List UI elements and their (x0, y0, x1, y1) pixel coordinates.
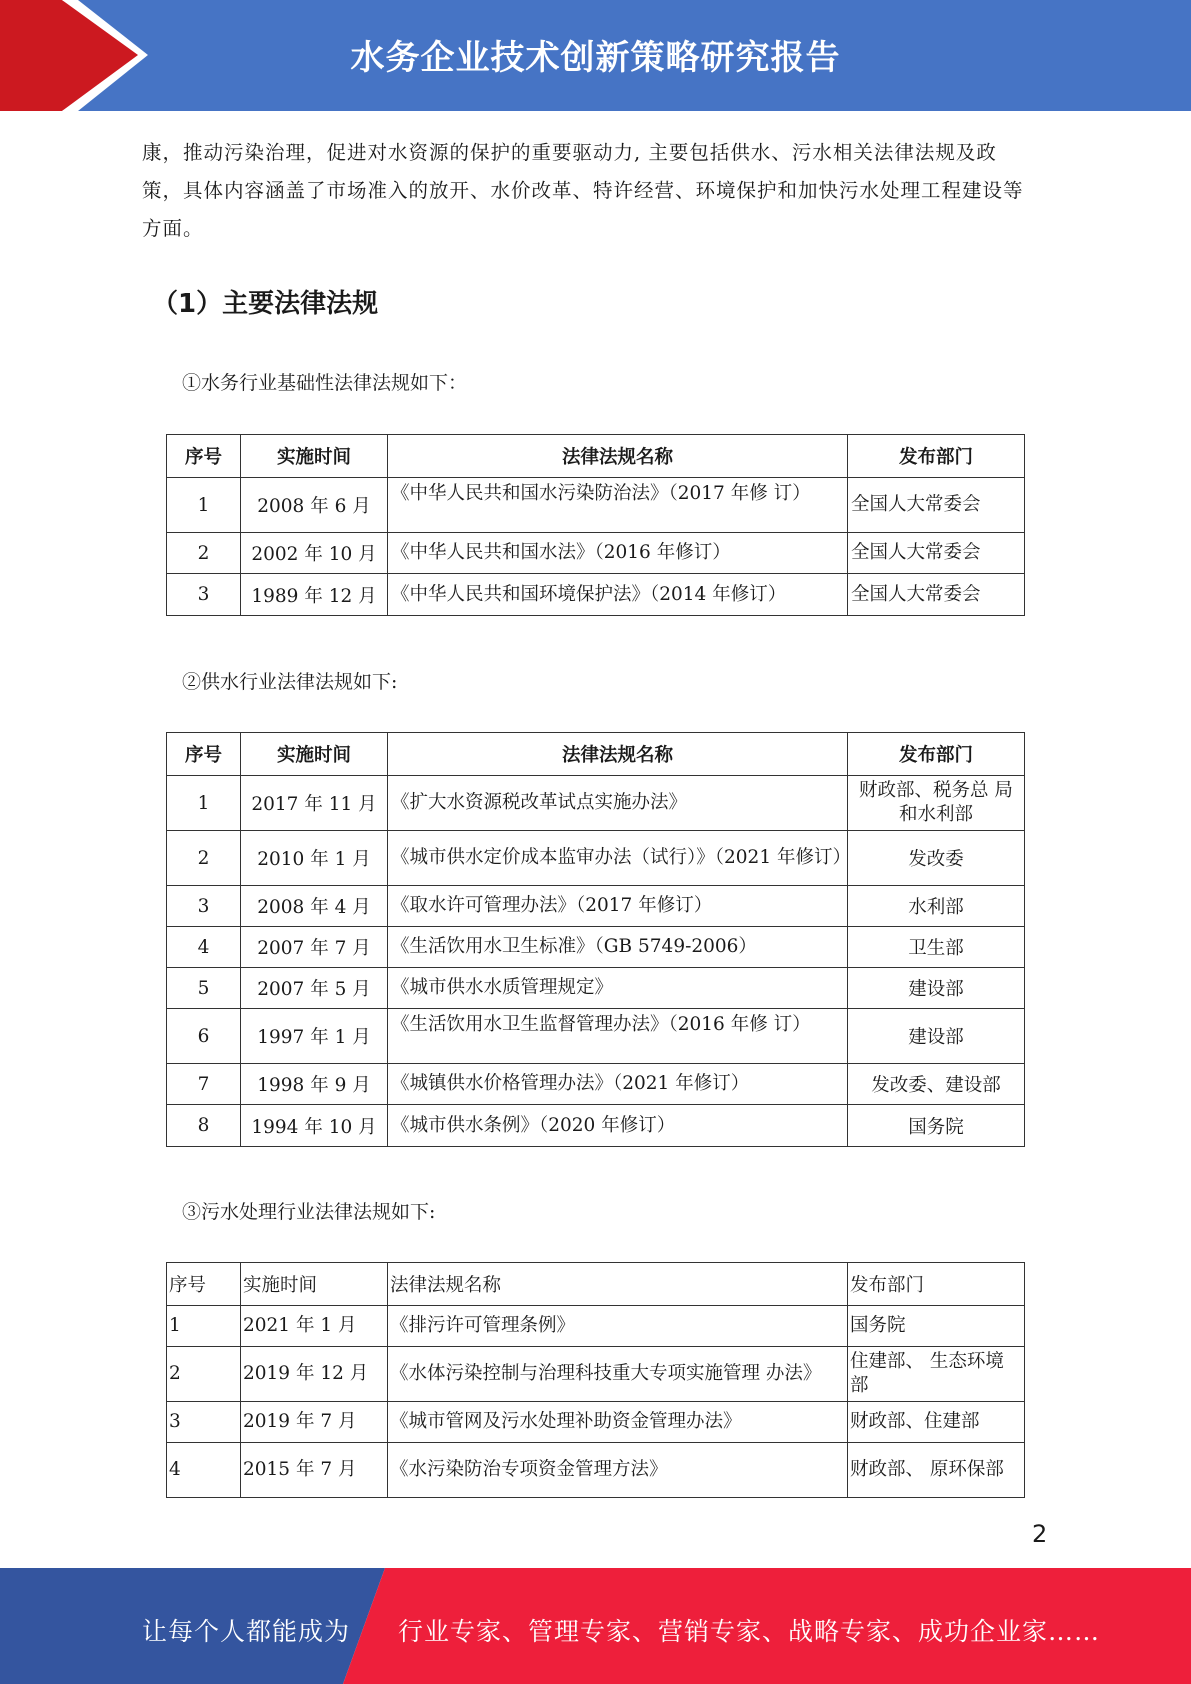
table-row (167, 886, 1025, 927)
table-row (167, 574, 1025, 616)
intro-line: 康，推动污染治理，促进对水资源的保护的重要驱动力, 主要包括供水、污水相关法律法规及政 (142, 141, 997, 164)
table-row (167, 1443, 1025, 1498)
table-row (167, 478, 1025, 533)
cell-index: 7 (167, 1064, 241, 1105)
cell-law-name: 《生活饮用水卫生监督管理办法》（2016 年修 订） (388, 1009, 848, 1064)
cell-date: 2010 年 1 月 (241, 831, 388, 886)
footer-slogan-right: 行业专家、管理专家、营销专家、战略专家、成功企业家…… (398, 1617, 1101, 1646)
cell-law-name: 《生活饮用水卫生标准》（GB 5749-2006） (388, 927, 848, 968)
cell-law-name: 《水体污染控制与治理科技重大专项实施管理 办法》 (388, 1347, 848, 1402)
cell-law-name: 《水污染防治专项资金管理方法》 (388, 1443, 848, 1498)
cell-date: 2007 年 5 月 (241, 968, 388, 1009)
table-row (167, 1306, 1025, 1347)
col-header-index: 序号 (167, 435, 241, 478)
cell-date: 1989 年 12 月 (241, 574, 388, 616)
cell-date: 2019 年 12 月 (241, 1347, 388, 1402)
cell-department: 全国人大常委会 (848, 533, 1025, 574)
cell-law-name: 《中华人民共和国水污染防治法》（2017 年修 订） (388, 478, 848, 533)
col-header-department: 发布部门 (848, 733, 1025, 776)
cell-index: 4 (167, 1443, 241, 1498)
cell-law-name: 《取水许可管理办法》（2017 年修订） (388, 886, 848, 927)
water-supply-laws-table (166, 732, 1025, 1147)
table-header-row (167, 435, 1025, 478)
cell-index: 2 (167, 831, 241, 886)
footer-slogan-left: 让每个人都能成为 (142, 1617, 351, 1646)
table-header-row (167, 733, 1025, 776)
col-header-index: 序号 (167, 733, 241, 776)
cell-index: 3 (167, 574, 241, 616)
cell-law-name: 《扩大水资源税改革试点实施办法》 (388, 776, 848, 831)
cell-date: 1997 年 1 月 (241, 1009, 388, 1064)
cell-department: 国务院 (848, 1105, 1025, 1147)
col-header-law-name: 法律法规名称 (388, 1263, 848, 1306)
cell-date: 2017 年 11 月 (241, 776, 388, 831)
cell-index: 1 (167, 776, 241, 831)
table-row (167, 968, 1025, 1009)
cell-law-name: 《中华人民共和国水法》（2016 年修订） (388, 533, 848, 574)
col-header-law-name: 法律法规名称 (388, 733, 848, 776)
cell-department: 国务院 (848, 1306, 1025, 1347)
cell-department: 全国人大常委会 (848, 574, 1025, 616)
cell-law-name: 《城市供水定价成本监审办法（试行）》（2021 年修订） (388, 831, 848, 886)
col-header-index: 序号 (167, 1263, 241, 1306)
intro-line: 方面。 (142, 217, 204, 240)
cell-department: 全国人大常委会 (848, 478, 1025, 533)
page-number: 2 (1032, 1520, 1048, 1548)
table-row (167, 831, 1025, 886)
table-row (167, 1009, 1025, 1064)
cell-index: 2 (167, 1347, 241, 1402)
table3-caption: ③污水处理行业法律法规如下: (182, 1201, 436, 1223)
cell-index: 1 (167, 1306, 241, 1347)
cell-department: 住建部、 生态环境部 (848, 1347, 1025, 1402)
cell-index: 5 (167, 968, 241, 1009)
cell-law-name: 《排污许可管理条例》 (388, 1306, 848, 1347)
cell-law-name: 《中华人民共和国环境保护法》（2014 年修订） (388, 574, 848, 616)
section-heading: （1）主要法律法规 (152, 289, 379, 319)
basic-laws-table (166, 434, 1025, 616)
intro-line: 策，具体内容涵盖了市场准入的放开、水价改革、特许经营、环境保护和加快污水处理工程建设等 (142, 179, 1024, 202)
cell-date: 2002 年 10 月 (241, 533, 388, 574)
table-row (167, 927, 1025, 968)
cell-law-name: 《城市供水水质管理规定》 (388, 968, 848, 1009)
col-header-department: 发布部门 (848, 1263, 1025, 1306)
col-header-department: 发布部门 (848, 435, 1025, 478)
col-header-law-name: 法律法规名称 (388, 435, 848, 478)
cell-date: 2015 年 7 月 (241, 1443, 388, 1498)
footer-banner (0, 1568, 1191, 1684)
cell-index: 3 (167, 886, 241, 927)
cell-department: 发改委、建设部 (848, 1064, 1025, 1105)
cell-date: 2019 年 7 月 (241, 1402, 388, 1443)
cell-index: 8 (167, 1105, 241, 1147)
table-row (167, 533, 1025, 574)
table-row (167, 776, 1025, 831)
cell-law-name: 《城镇供水价格管理办法》（2021 年修订） (388, 1064, 848, 1105)
report-title: 水务企业技术创新策略研究报告 (350, 38, 841, 78)
cell-department: 建设部 (848, 968, 1025, 1009)
cell-department: 水利部 (848, 886, 1025, 927)
cell-law-name: 《城市供水条例》（2020 年修订） (388, 1105, 848, 1147)
cell-department: 财政部、税务总 局和水利部 (848, 776, 1025, 831)
cell-date: 2008 年 6 月 (241, 478, 388, 533)
cell-date: 1994 年 10 月 (241, 1105, 388, 1147)
intro-paragraph (142, 134, 1054, 248)
cell-department: 卫生部 (848, 927, 1025, 968)
header-banner (0, 0, 1191, 111)
cell-index: 1 (167, 478, 241, 533)
cell-index: 4 (167, 927, 241, 968)
cell-index: 6 (167, 1009, 241, 1064)
cell-department: 建设部 (848, 1009, 1025, 1064)
table-row (167, 1402, 1025, 1443)
cell-date: 2021 年 1 月 (241, 1306, 388, 1347)
table-row (167, 1347, 1025, 1402)
table1-caption: ①水务行业基础性法律法规如下： (182, 372, 468, 394)
cell-date: 2008 年 4 月 (241, 886, 388, 927)
table-row (167, 1064, 1025, 1105)
table-header-row (167, 1263, 1025, 1306)
cell-department: 发改委 (848, 831, 1025, 886)
col-header-date: 实施时间 (241, 733, 388, 776)
col-header-date: 实施时间 (241, 1263, 388, 1306)
cell-index: 2 (167, 533, 241, 574)
col-header-date: 实施时间 (241, 435, 388, 478)
cell-department: 财政部、 原环保部 (848, 1443, 1025, 1498)
cell-law-name: 《城市管网及污水处理补助资金管理办法》 (388, 1402, 848, 1443)
table-row (167, 1105, 1025, 1147)
cell-date: 1998 年 9 月 (241, 1064, 388, 1105)
table2-caption: ②供水行业法律法规如下: (182, 671, 398, 693)
sewage-laws-table (166, 1262, 1025, 1498)
cell-date: 2007 年 7 月 (241, 927, 388, 968)
cell-index: 3 (167, 1402, 241, 1443)
cell-department: 财政部、住建部 (848, 1402, 1025, 1443)
